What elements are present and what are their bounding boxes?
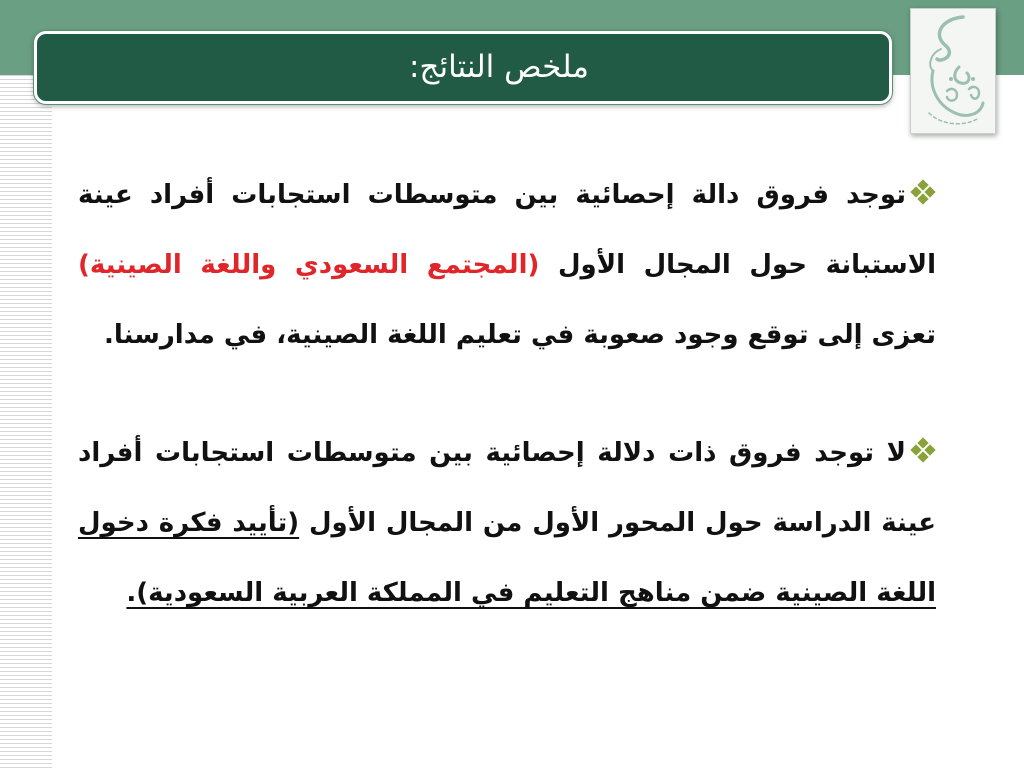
left-stripes-decoration [0, 75, 52, 768]
bullet-2-text: لا توجد فروق ذات دلالة إحصائية بين متوسطات استجابات أفراد عينة الدراسة حول المحور الأول من المجال الأول [78, 438, 936, 538]
content-area [78, 160, 936, 628]
slide-title: ملخص النتائج: [408, 49, 589, 85]
bullet-1 [78, 160, 936, 370]
logo [910, 8, 996, 134]
bullet-1-highlight: (المجتمع السعودي واللغة الصينية) [78, 250, 540, 280]
bullet-1-text-end: تعزى إلى توقع وجود صعوبة في تعليم اللغة الصينية، في مدارسنا. [104, 320, 936, 350]
bullet-1-text: توجد فروق دالة إحصائية بين متوسطات استجابات أفراد عينة الاستبانة حول المجال الأول [78, 180, 936, 280]
diamond-bullet-icon [910, 438, 936, 464]
bullet-2-underlined: (تأييد فكرة دخول اللغة الصينية ضمن مناهج التعليم في المملكة العربية السعودية). [78, 508, 936, 608]
bullet-2 [78, 418, 936, 628]
title-bar [34, 31, 892, 104]
calligraphy-logo-icon [911, 9, 995, 133]
diamond-bullet-icon [910, 180, 936, 206]
